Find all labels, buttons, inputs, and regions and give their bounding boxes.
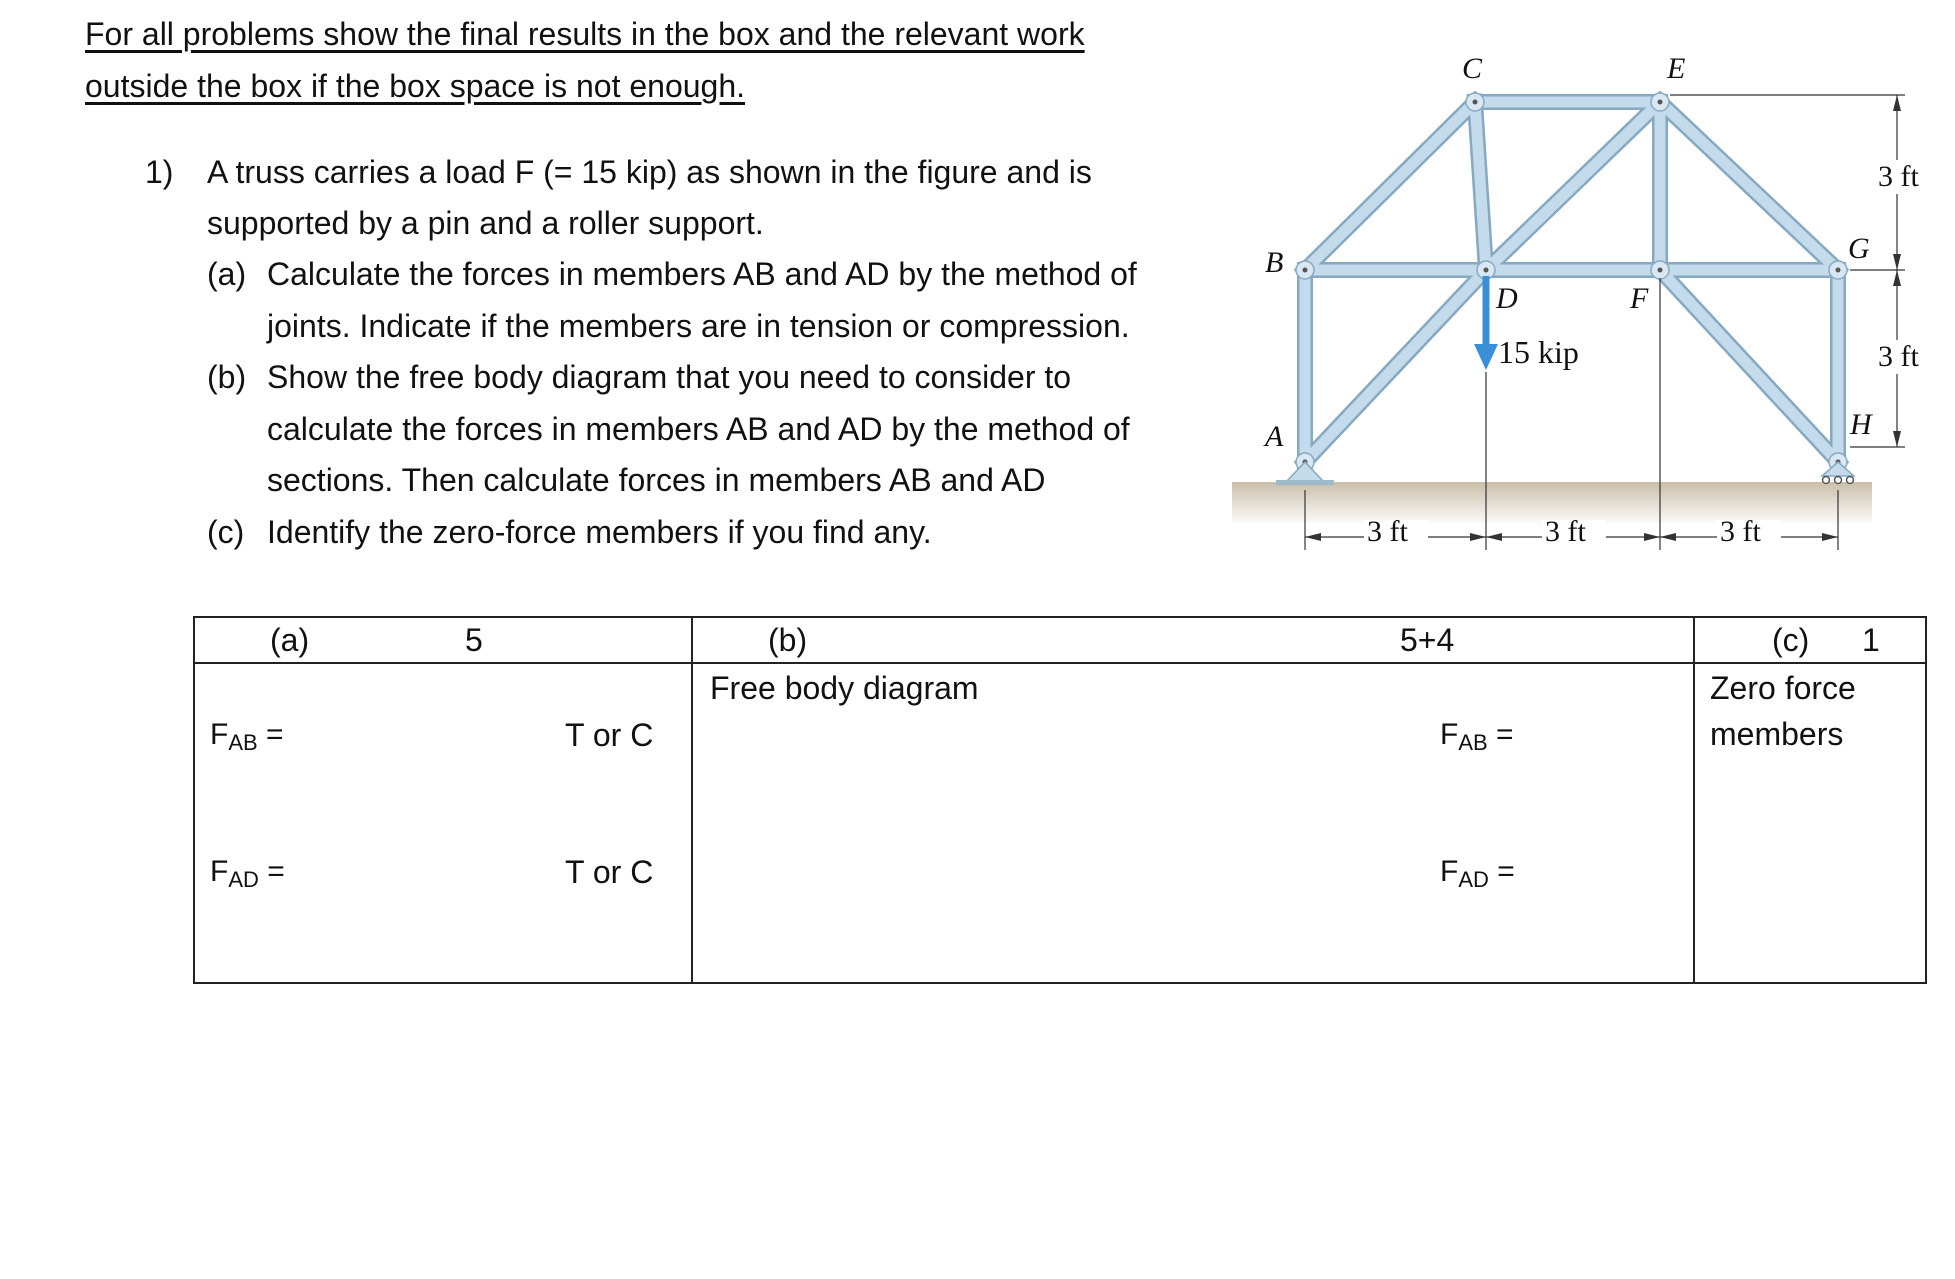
part-b-line-2: calculate the forces in members AB and AD by the method of	[267, 411, 1130, 447]
member-FH	[1660, 270, 1838, 462]
member-AD	[1305, 270, 1486, 462]
dim-label-2: 3 ft	[1545, 515, 1586, 548]
part-c-line-1: Identify the zero-force members if you find any.	[267, 514, 932, 550]
roller-support	[1822, 462, 1854, 476]
member-EG	[1660, 102, 1838, 270]
part-b-line-1: Show the free body diagram that you need to consider to	[267, 359, 1072, 395]
part-b-line-3: sections. Then calculate forces in members AB and AD	[267, 462, 1046, 498]
col-a-label: (a)	[270, 622, 310, 658]
label-H: H	[1850, 408, 1872, 441]
part-a-line-2: joints. Indicate if the members are in tension or compression.	[267, 308, 1130, 344]
col-c-points: 1	[1862, 622, 1880, 658]
col-b-fbd-label: Free body diagram	[710, 670, 979, 706]
label-A: A	[1265, 420, 1284, 453]
part-a-line-1: Calculate the forces in members AB and AD by the method of	[267, 256, 1137, 292]
part-b-label: (b)	[207, 359, 247, 395]
col-b-points: 5+4	[1400, 622, 1455, 658]
col-a-points: 5	[465, 622, 483, 658]
member-DE	[1486, 102, 1660, 270]
member-BC	[1305, 102, 1475, 270]
label-E: E	[1667, 52, 1686, 85]
problem-number: 1)	[145, 154, 174, 190]
pin-support	[1286, 462, 1324, 482]
col-b-fad: $F_{AD}$ =	[1440, 855, 1515, 892]
part-c-label: (c)	[207, 514, 245, 550]
truss-figure	[1225, 45, 1955, 565]
col-b-label: (b)	[768, 622, 808, 658]
label-C: C	[1462, 52, 1483, 85]
dim-label-5: 3 ft	[1878, 340, 1919, 373]
dim-label-1: 3 ft	[1367, 515, 1408, 548]
problem-text-line-1: A truss carries a load F (= 15 kip) as shown in the figure and is	[207, 154, 1092, 190]
dim-label-3: 3 ft	[1720, 515, 1761, 548]
instructions-line-1: For all problems show the final results in the box and the relevant work	[85, 16, 1085, 52]
col-a-fad: $F_{AD}$ =	[210, 855, 285, 892]
label-G: G	[1848, 232, 1870, 265]
dim-label-4: 3 ft	[1878, 160, 1919, 193]
load-arrow-head	[1474, 344, 1498, 370]
label-F: F	[1630, 282, 1649, 315]
problem-text-line-2: supported by a pin and a roller support.	[207, 205, 764, 241]
col-a-tc-2: T or C	[565, 854, 654, 890]
col-b-fab: $F_{AB}$ =	[1440, 718, 1514, 755]
col-a-tc-1: T or C	[565, 717, 654, 753]
load-label: 15 kip	[1498, 334, 1579, 370]
col-c-label: (c)	[1772, 622, 1810, 658]
part-a-label: (a)	[207, 256, 247, 292]
label-B: B	[1265, 246, 1284, 279]
col-c-line-1: Zero force	[1710, 670, 1856, 706]
col-c-line-2: members	[1710, 716, 1844, 752]
instructions-line-2: outside the box if the box space is not enough.	[85, 68, 746, 104]
label-D: D	[1496, 282, 1518, 315]
col-a-fab: $F_{AB}$ =	[210, 718, 284, 755]
